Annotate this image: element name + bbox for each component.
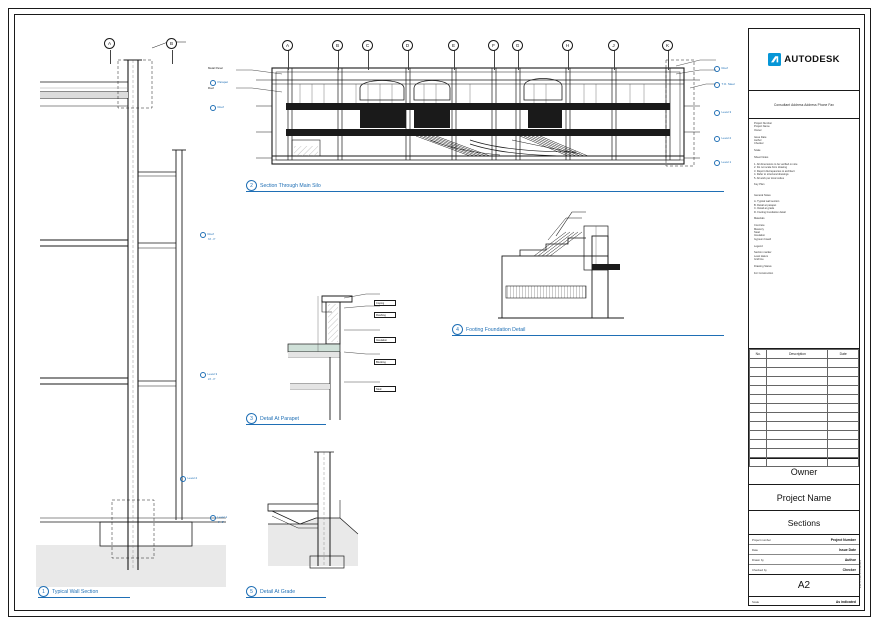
view-title-label: Footing Foundation Detail [466,326,526,333]
level-elev-level3: 24' - 0" [208,378,216,381]
note-line: Grid line [754,258,764,262]
revision-cell [750,431,767,440]
revision-cell [767,395,828,404]
view-title-section-through-main-silo [246,180,321,191]
view-title-detail-at-grade [246,586,295,597]
grid-bubble-d: D [402,40,413,51]
title-block [748,28,860,606]
revision-row [750,368,859,377]
revision-row [750,404,859,413]
revision-cell [767,377,828,386]
view-title-rule [246,597,326,598]
sheet-name-field [749,511,859,535]
project-name-field [749,485,859,511]
view-number-bubble: 2 [246,180,257,191]
grid-bubble-c: C [362,40,373,51]
revision-header-description: Description [767,350,828,359]
level-tag-level2 [180,476,197,482]
note-line: Section marker [754,251,772,255]
note-line: 2. Do not scale from drawing [754,166,788,170]
revision-cell [767,359,828,368]
revision-cell [767,431,828,440]
level-tag-text: Level 3 [207,372,218,377]
revision-cell [750,404,767,413]
leader-note-box: Flashing [374,312,396,318]
revision-header-date: Date [828,350,859,359]
grid-stem [172,50,173,64]
level-tag-text: Roof [217,105,224,110]
revision-cell [750,440,767,449]
level-bubble-icon [714,160,720,166]
revision-cell [750,449,767,458]
level-tag-text: Level 1 [721,160,732,165]
grid-bubble-f: F [488,40,499,51]
view-title-detail-at-parapet [246,413,299,424]
revision-cell [750,359,767,368]
level-bubble-icon [210,105,216,111]
sheet-number-field [749,575,859,597]
level-tag-silo-tosteel [714,82,735,88]
view-number-bubble: 4 [452,324,463,335]
view-title-label: Typical Wall Section [52,588,99,595]
grid-stem [338,50,339,70]
level-bubble-icon [180,476,186,482]
leader-note-box: Blocking [374,359,396,365]
view-title-rule [246,424,326,425]
grid-bubble-wall-a: A [104,38,115,49]
revision-cell [750,395,767,404]
level-tag-text: Parapet [217,80,229,85]
note-line: 4. Refer to structural drawings [754,173,789,177]
view-number-bubble: 5 [246,586,257,597]
grid-stem [614,50,615,70]
note-line: Legend [754,244,763,248]
note-line: B. Detail at parapet [754,203,777,207]
level-bubble-icon [210,515,216,521]
note-line: Masonry [754,227,764,231]
revision-row [750,431,859,440]
consultant-block [749,91,859,119]
revision-table [749,349,859,459]
grid-bubble-b: B [332,40,343,51]
level-bubble-icon [200,372,206,378]
grid-bubble-j: J [608,40,619,51]
revision-row [750,440,859,449]
revision-row [750,449,859,458]
revision-header-row [750,350,859,359]
grid-bubble-e: E [448,40,459,51]
scale-field [749,597,859,607]
note-line: 3. Report discrepancies to architect [754,169,795,173]
revision-cell [828,440,859,449]
revision-cell [750,413,767,422]
level-tag-text: Level 2 [721,136,732,141]
scale-value: As indicated [835,600,856,604]
field-checked-by [749,565,859,575]
revision-row [750,386,859,395]
grid-stem [668,50,669,70]
level-tag-text: T.O. Steel [721,82,735,87]
autodesk-a-mark-icon [768,53,781,66]
autodesk-logo [749,29,859,91]
grid-bubble-k: K [662,40,673,51]
note-line: A. Typical wall section [754,200,780,204]
footing-foundation-detail-geometry [498,212,624,318]
grid-bubble-a: A [282,40,293,51]
field-value: Issue Date [839,547,856,552]
revision-header-no: No. [750,350,767,359]
detail-at-grade-geometry [268,452,358,568]
leader-note-box: Stud [374,386,396,392]
note-line: Key Plan [754,183,765,187]
note-line: Insulation [754,234,766,238]
notes-block [749,119,859,349]
grid-stem [110,50,111,64]
level-tag-silo-level1 [714,160,731,166]
grid-stem [518,50,519,70]
grid-bubble-h: H [562,40,573,51]
revision-cell [767,413,828,422]
grid-stem [408,50,409,70]
level-tag-text: Level 1 [217,515,228,520]
view-number-bubble: 1 [38,586,49,597]
note-line: 5. All work per local codes [754,176,784,180]
scale-label: Scale [752,600,759,604]
leader-note: Metal Panel [208,66,223,70]
grid-stem [454,50,455,70]
note-line: Steel [754,231,760,234]
revision-row [750,359,859,368]
autodesk-wordmark: AUTODESK [784,54,840,65]
note-line: Sheet Notes [754,156,769,160]
field-project-number [749,535,859,545]
note-line: Materials [754,217,765,221]
detail-at-parapet-geometry [288,294,380,420]
note-line: D. Footing foundation detail [754,210,786,214]
revision-cell [767,440,828,449]
leader-note: Roof [208,86,214,90]
level-tag-text: Roof [721,66,728,71]
revision-cell [828,395,859,404]
level-tag-silo-level3 [714,110,731,116]
level-bubble-icon [714,66,720,72]
owner-field [749,459,859,485]
level-tag-silo-roof [714,66,728,72]
revision-cell [767,422,828,431]
revision-row [750,395,859,404]
revision-cell [750,422,767,431]
field-label: Drawn by [752,557,764,562]
field-date [749,545,859,555]
note-line: Concrete [754,224,765,228]
note-line: Issue Date [754,135,767,139]
revision-cell [750,386,767,395]
revision-row [750,377,859,386]
level-tag-text: Roof [207,232,214,237]
note-line: Level datum [754,254,769,258]
sheet-number-text: A2 [797,580,811,591]
typical-wall-section-geometry [36,42,226,587]
revision-cell [828,359,859,368]
view-title-footing-foundation-detail [452,324,525,335]
view-title-label: Detail At Parapet [260,415,299,422]
field-label: Date [752,547,758,552]
revision-cell [828,386,859,395]
field-value: Checker [842,568,856,572]
revision-row [750,422,859,431]
sheet-side-timestamp: 6/7/2013 9:39:17 AM [858,560,862,588]
field-value: Author [844,557,856,562]
revision-cell [750,368,767,377]
sheet-name-text: Sections [787,517,821,528]
project-name-text: Project Name [776,492,832,503]
revision-cell [828,413,859,422]
field-drawn-by [749,555,859,565]
section-through-main-silo-geometry [236,60,716,166]
revision-cell [767,386,828,395]
level-bubble-icon [200,232,206,238]
revision-cell [767,404,828,413]
grid-stem [288,50,289,70]
note-line: Checker [754,142,764,146]
level-bubble-icon [714,136,720,142]
level-tag-silo-level2 [714,136,731,142]
revision-cell [767,368,828,377]
revision-cell [828,431,859,440]
note-line: Gypsum board [754,237,772,241]
note-line: C. Detail at grade [754,207,775,211]
note-line: Project Number [754,122,773,125]
note-line: Scale [754,149,761,153]
revision-cell [767,449,828,458]
note-line: Drawing Status [754,265,772,269]
view-title-rule [38,597,130,598]
revision-table-grid [749,349,859,467]
level-tag-text: Level 3 [721,110,732,115]
note-line: Project Name [754,125,770,129]
view-title-typical-wall-section [38,586,98,597]
note-line: Author [754,139,762,143]
grid-stem [368,50,369,70]
level-bubble-icon [714,82,720,88]
revision-cell [750,377,767,386]
view-title-label: Detail At Grade [260,588,296,595]
revision-cell [828,368,859,377]
field-label: Project number [752,537,771,542]
grid-stem [494,50,495,70]
owner-text: Owner [790,466,818,477]
leader-note-box: Insulation [374,337,396,343]
level-tag-text: Level 2 [187,476,198,481]
leader-note-box: Coping [374,300,396,306]
revision-cell [828,377,859,386]
note-line: 1. All dimensions to be verified on site [754,162,798,166]
grid-bubble-g: G [512,40,523,51]
field-label: Checked by [752,568,767,572]
view-number-bubble: 3 [246,413,257,424]
consultant-placeholder-text: Consultant Address Address Phone Fax [774,102,834,107]
revision-cell [828,422,859,431]
grid-stem [568,50,569,70]
level-elev-level1: 0' - 0" [218,521,225,524]
view-title-rule [452,335,724,336]
note-line: Owner [754,128,762,132]
level-elev-roof: 34' - 0" [208,238,216,241]
revision-cell [828,449,859,458]
field-value: Project Number [830,537,856,542]
note-line: For Construction [754,271,774,275]
level-tag-roof-top [210,105,224,111]
view-title-label: Section Through Main Silo [260,182,321,189]
grid-bubble-wall-b: B [166,38,177,49]
sheet-info-fields [749,535,859,575]
view-title-rule [246,191,724,192]
note-line: General Notes [754,193,771,197]
revision-row [750,413,859,422]
revision-cell [828,404,859,413]
level-bubble-icon [714,110,720,116]
